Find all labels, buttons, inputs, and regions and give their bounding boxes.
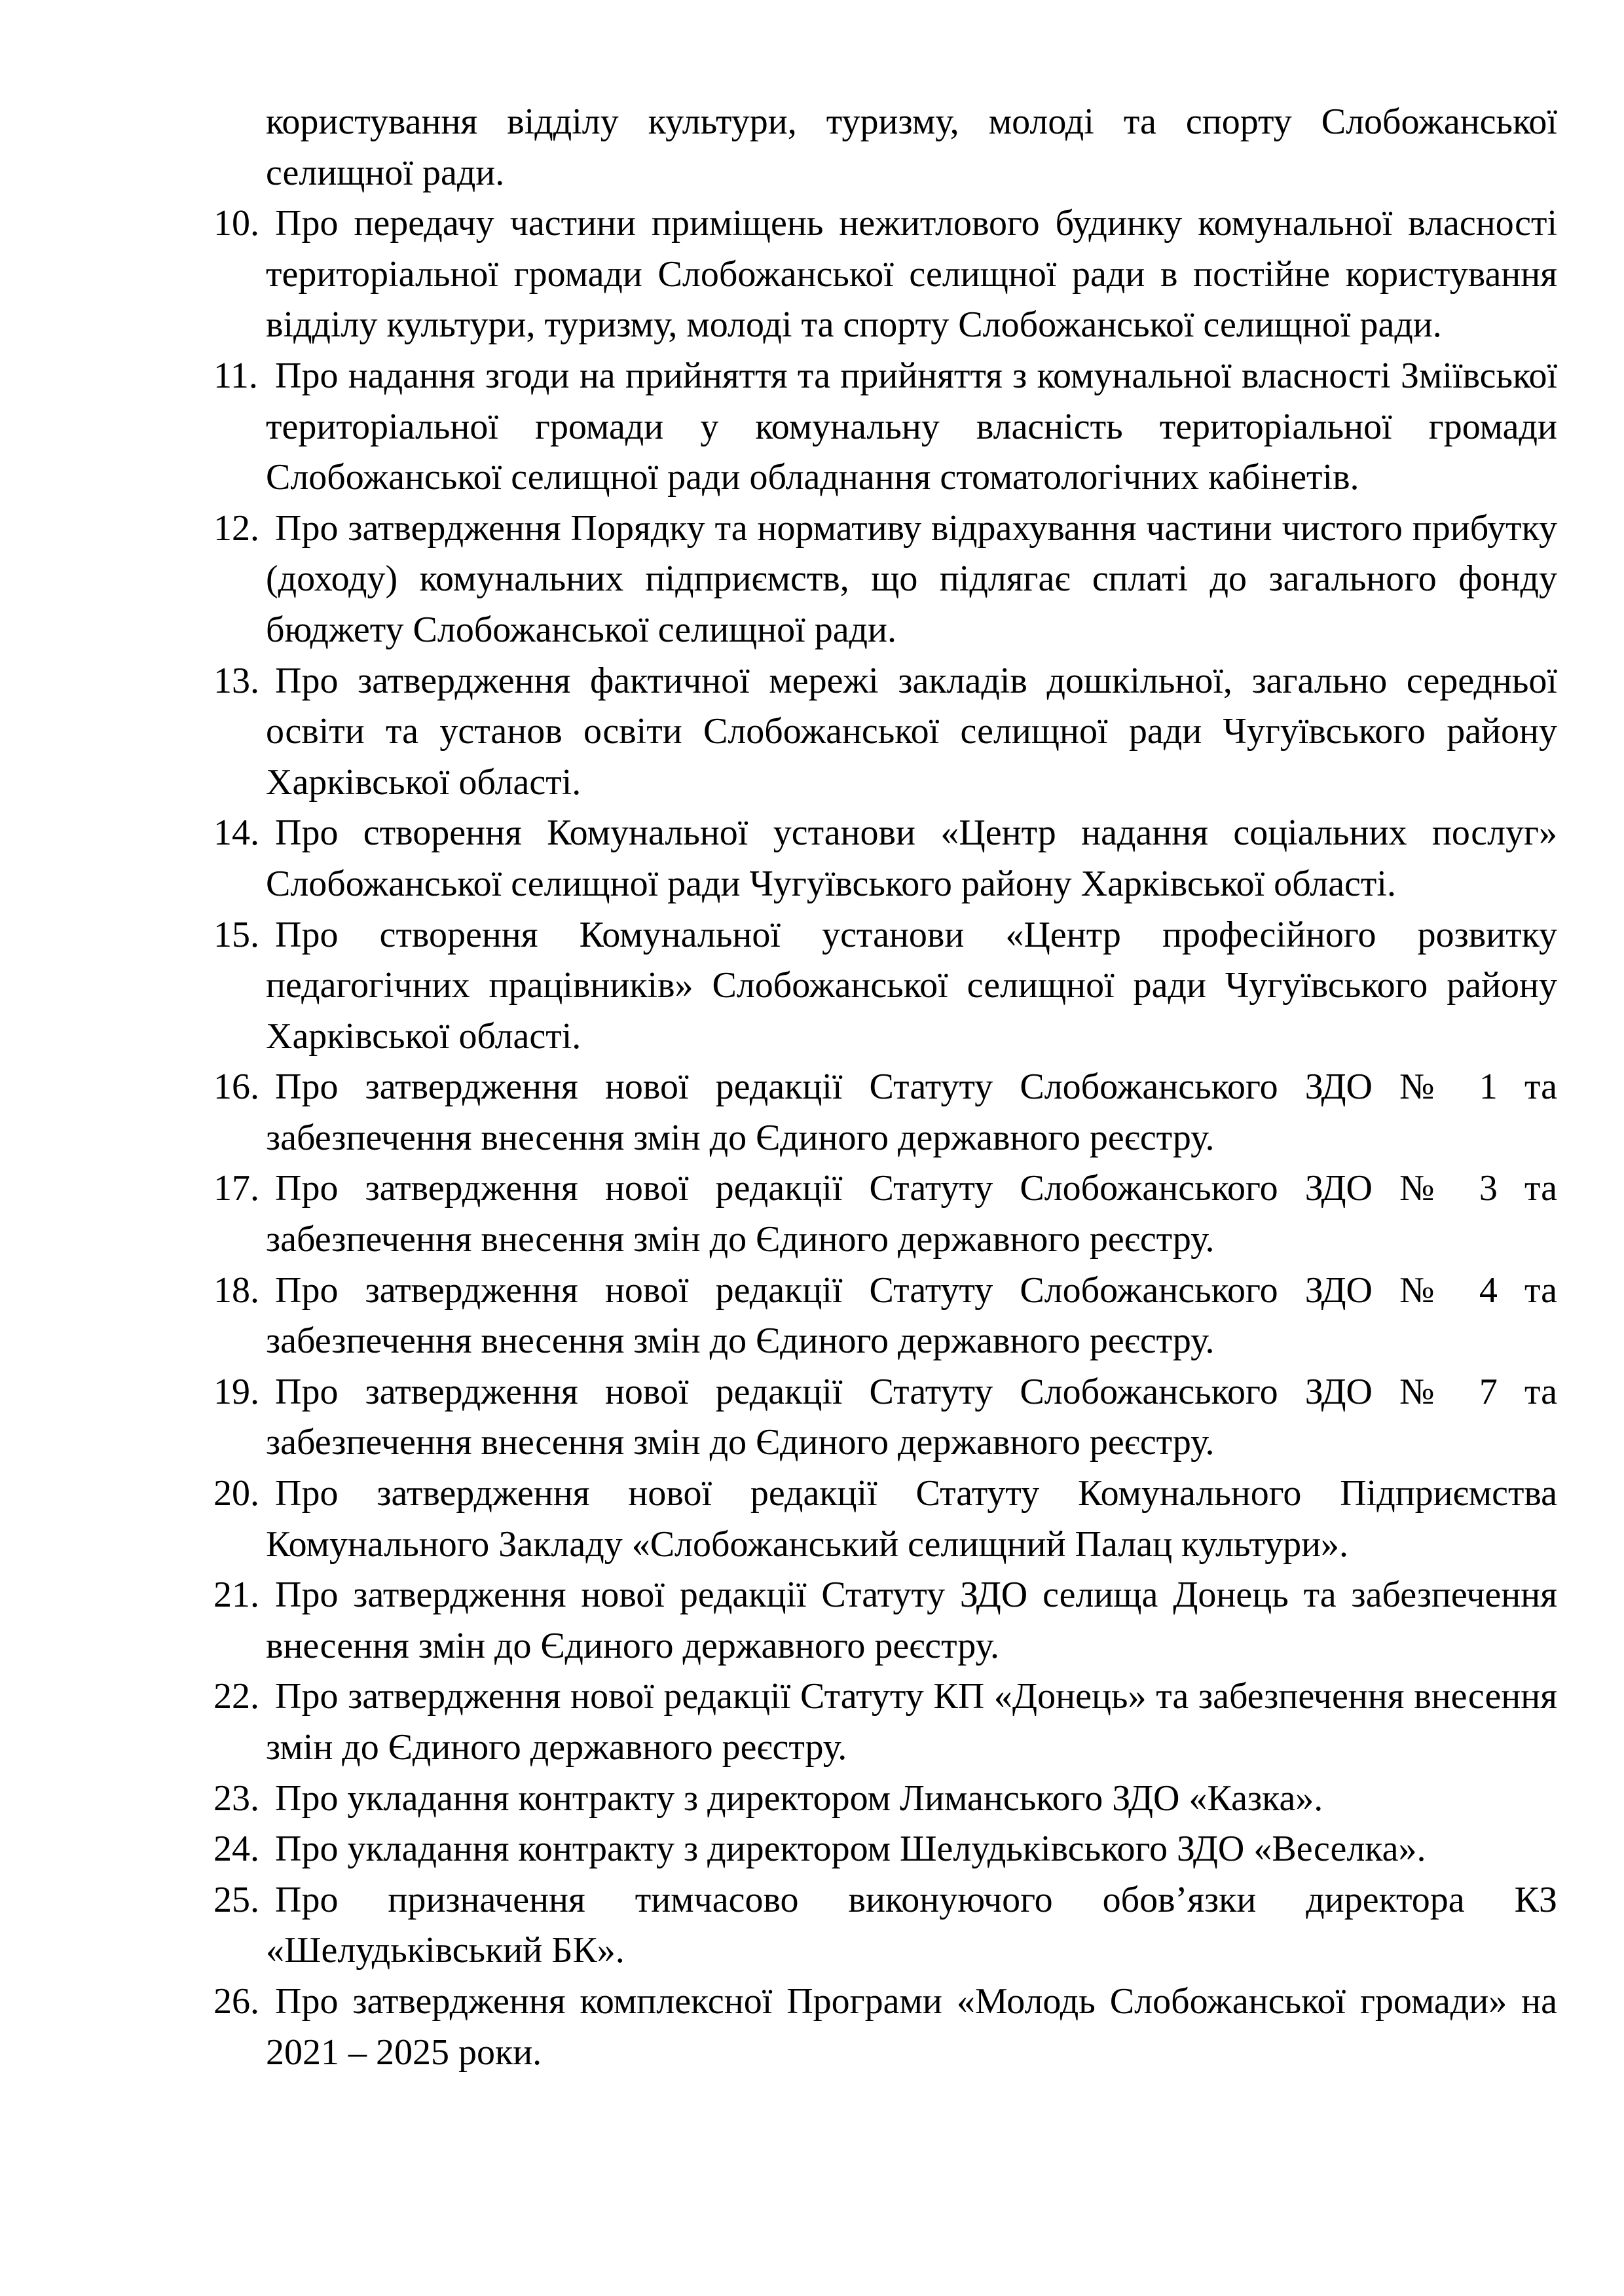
item-text: Про призначення тимчасово виконуючого обов’язки директора КЗ «Шелудьківський БК». — [266, 1879, 1557, 1971]
item-number: 11. — [213, 355, 258, 396]
item-number: 15. — [213, 914, 259, 955]
item-number: 13. — [213, 660, 259, 701]
item-text: Про затвердження нової редакції Статуту ЗДО селища Донець та забезпечення внесення змін до Єдиного державного реєстру. — [266, 1575, 1557, 1666]
item-text: Про затвердження нової редакції Статуту Слобожанського ЗДО № 4 та забезпечення внесення змін до Єдиного державного реєстру. — [266, 1269, 1557, 1362]
item-number: 18. — [213, 1269, 259, 1311]
item-number: 14. — [213, 812, 259, 854]
item-text: Про затвердження фактичної мережі закладів дошкільної, загально середньої освіти та установ освіти Слобожанської селищної ради Чугуївського району Харківської області. — [266, 660, 1557, 803]
item-text: Про укладання контракту з директором Шелудьківського ЗДО «Веселка». — [275, 1829, 1426, 1870]
item-number: 19. — [213, 1371, 259, 1412]
item-text: Про надання згоди на прийняття та прийняття з комунальної власності Зміївської територіальної громади у комунальну власність територіальної громади Слобожанської селищної ради обладнання стоматологічних кабінетів. — [266, 355, 1557, 498]
agenda-item — [213, 503, 1557, 656]
agenda-item — [213, 1977, 1557, 2078]
item-text: Про затвердження нової редакції Статуту Комунального Підприємства Комунального Закладу «Слобожанський селищний Палац культури». — [266, 1473, 1557, 1565]
agenda-list — [0, 198, 1624, 2078]
item-number: 12. — [213, 507, 259, 549]
agenda-item — [213, 1468, 1557, 1570]
agenda-item — [213, 1570, 1557, 1671]
item-number: 17. — [213, 1168, 259, 1209]
item-number: 20. — [213, 1473, 259, 1514]
item-text: Про затвердження комплексної Програми «Молодь Слобожанської громади» на 2021 – 2025 роки. — [266, 1980, 1557, 2073]
document-page — [0, 97, 1624, 2078]
item-number: 23. — [213, 1777, 259, 1819]
agenda-item — [213, 1824, 1557, 1875]
item-number: 24. — [213, 1829, 259, 1870]
agenda-item — [213, 1266, 1557, 1367]
item-number: 16. — [213, 1066, 259, 1108]
agenda-item — [213, 1875, 1557, 1977]
agenda-item — [213, 198, 1557, 351]
item-text: Про передачу частини приміщень нежитлового будинку комунальної власності територіальної громади Слобожанської селищної ради в постійне користування відділу культури, туризму, молоді та спорту Слобожанської селищної ради. — [266, 203, 1557, 346]
item-text: Про створення Комунальної установи «Центр надання соціальних послуг» Слобожанської селищної ради Чугуївського району Харківської області. — [266, 812, 1557, 904]
item-number: 10. — [213, 203, 259, 244]
item-text: Про затвердження нової редакції Статуту Слобожанського ЗДО № 1 та забезпечення внесення змін до Єдиного державного реєстру. — [266, 1066, 1557, 1158]
agenda-item — [213, 808, 1557, 909]
item-text: Про затвердження нової редакції Статуту Слобожанського ЗДО № 3 та забезпечення внесення змін до Єдиного державного реєстру. — [266, 1168, 1557, 1260]
agenda-item — [213, 656, 1557, 809]
agenda-item — [213, 1367, 1557, 1468]
agenda-item — [213, 1671, 1557, 1773]
item-text: Про затвердження нової редакції Статуту КП «Донець» та забезпечення внесення змін до Єдиного державного реєстру. — [266, 1676, 1557, 1768]
agenda-item — [213, 1062, 1557, 1163]
item-number: 25. — [213, 1879, 259, 1920]
agenda-item — [213, 351, 1557, 503]
item-text: Про укладання контракту з директором Лиманського ЗДО «Казка». — [275, 1777, 1323, 1819]
agenda-item — [213, 1163, 1557, 1265]
item-text: Про створення Комунальної установи «Центр професійного розвитку педагогічних працівників» Слобожанської селищної ради Чугуївського району Харківської області. — [266, 914, 1557, 1057]
item-number: 22. — [213, 1676, 259, 1717]
item-number: 21. — [213, 1575, 259, 1616]
item-text: Про затвердження Порядку та нормативу відрахування частини чистого прибутку (доходу) комунальних підприємств, що підлягає сплаті до загального фонду бюджету Слобожанської селищної ради. — [266, 507, 1557, 650]
continuation-paragraph: користування відділу культури, туризму, молоді та спорту Слобожанської селищної ради. — [266, 101, 1557, 193]
agenda-item — [213, 1774, 1557, 1825]
item-text: Про затвердження нової редакції Статуту Слобожанського ЗДО № 7 та забезпечення внесення змін до Єдиного державного реєстру. — [266, 1371, 1557, 1463]
agenda-item — [213, 910, 1557, 1063]
item-number: 26. — [213, 1980, 259, 2022]
